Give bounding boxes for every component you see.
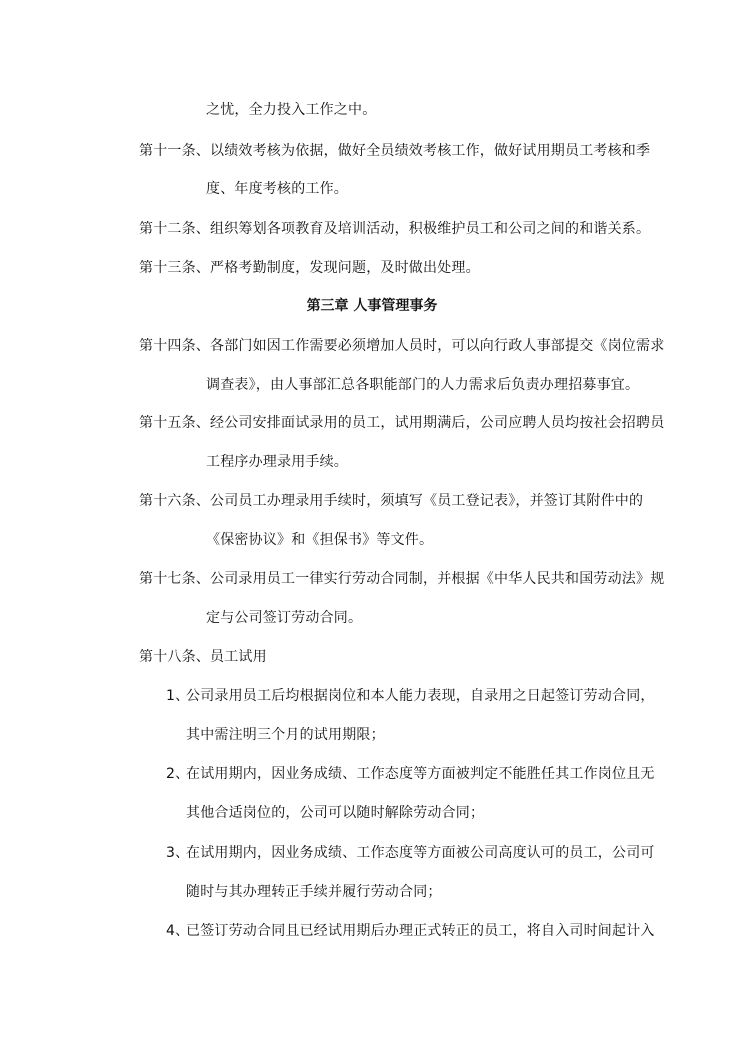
article-14-heading: 第十四条、各部门如因工作需要必须增加人员时，可以向行政人事部提交《岗位需求 [139, 338, 665, 354]
article-14-continuation: 调查表》，由人事部汇总各职能部门的人力需求后负责办理招募事宜。 [206, 377, 640, 393]
article-16-continuation: 《保密协议》和《担保书》等文件。 [206, 532, 434, 548]
article-11-heading: 第十一条、以绩效考核为依据，做好全员绩效考核工作，做好试用期员工考核和季 [139, 143, 651, 159]
list-item-number: 4、 [166, 923, 190, 939]
chapter-title: 第三章 人事管理事务 [306, 298, 438, 314]
article-17-heading: 第十七条、公司录用员工一律实行劳动合同制，并根据《中华人民共和国劳动法》规 [139, 571, 665, 587]
article-16-heading: 第十六条、公司员工办理录用手续时，须填写《员工登记表》，并签订其附件中的 [139, 493, 644, 509]
article-15-continuation: 工程序办理录用手续。 [206, 454, 348, 470]
article-11-continuation: 度、年度考核的工作。 [206, 181, 348, 197]
article-17-continuation: 定与公司签订劳动合同。 [206, 610, 363, 626]
list-item-continuation: 其他合适岗位的，公司可以随时解除劳动合同； [186, 805, 485, 821]
article-13-heading: 第十三条、严格考勤制度，发现问题，及时做出处理。 [139, 260, 480, 276]
list-item-text: 在试用期内，因业务成绩、工作态度等方面被公司高度认可的员工，公司可 [186, 845, 655, 861]
article-12-heading: 第十二条、组织筹划各项教育及培训活动，积极维护员工和公司之间的和谐关系。 [139, 221, 651, 237]
list-item-number: 3、 [166, 845, 190, 861]
list-item-number: 2、 [166, 766, 190, 782]
list-item-text: 公司录用员工后均根据岗位和本人能力表现，自录用之日起签订劳动合同， [186, 688, 655, 704]
paragraph-continuation: 之忧，全力投入工作之中。 [206, 102, 377, 118]
list-item-continuation: 其中需注明三个月的试用期限； [186, 727, 385, 743]
list-item-number: 1、 [166, 688, 190, 704]
article-18-heading: 第十八条、员工试用 [139, 649, 267, 665]
list-item-continuation: 随时与其办理转正手续并履行劳动合同； [186, 884, 442, 900]
list-item-text: 已签订劳动合同且已经试用期后办理正式转正的员工，将自入司时间起计入 [186, 923, 655, 939]
list-item-text: 在试用期内，因业务成绩、工作态度等方面被判定不能胜任其工作岗位且无 [186, 766, 655, 782]
article-15-heading: 第十五条、经公司安排面试录用的员工，试用期满后，公司应聘人员均按社会招聘员 [139, 415, 665, 431]
